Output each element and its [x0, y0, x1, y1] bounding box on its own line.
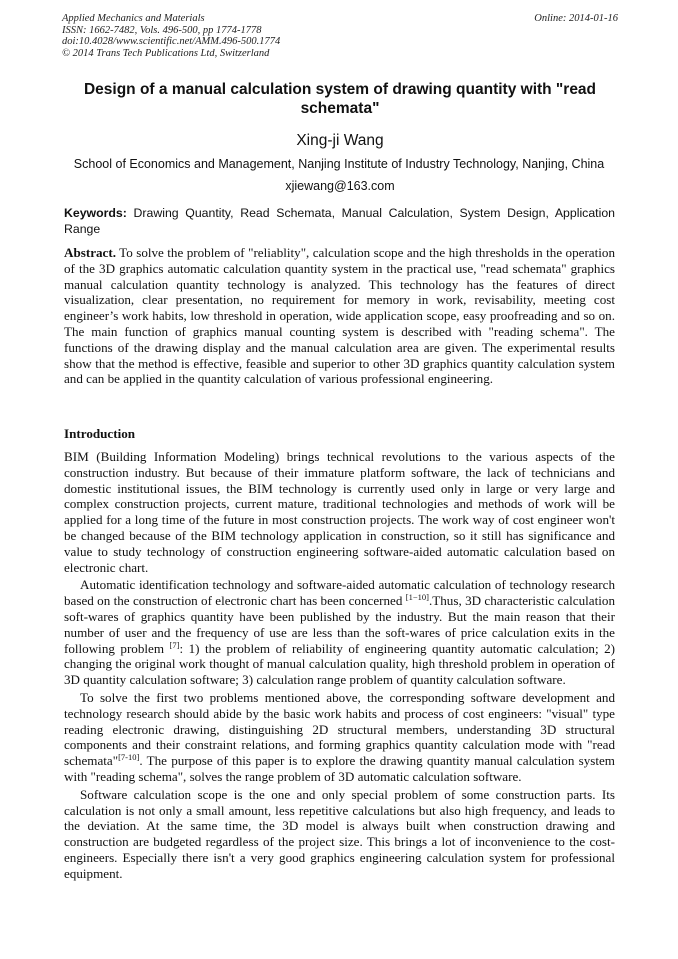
doi-line: doi:10.4028/www.scientific.net/AMM.496-500.1774: [62, 36, 281, 48]
paragraph-text: .Thus, 3D characteristic calculation soft-wares of graphics quantity have been published by the industry. But the main reason that their number of user and the frequency of use are less than the soft-wares of price calculation exits in the following problem: [64, 593, 615, 656]
online-date: Online: 2014-01-16: [534, 13, 618, 24]
section-heading-introduction: Introduction: [64, 426, 136, 441]
paragraph-text: Automatic identification technology and software-aided automatic calculation of technology research based on the construction of electronic chart has been concerned: [64, 577, 615, 609]
paragraph-text: : 1) the problem of reliability of engineering quantity automatic calculation; 2) changing the original work thought of manual calculation quality, high threshold problem in operation of 3D quantity calculation software; 3) calculation range problem of quantity calculation software.: [64, 640, 615, 688]
issn-line: ISSN: 1662-7482, Vols. 496-500, pp 1774-1778: [62, 24, 262, 36]
paragraph: BIM (Building Information Modeling) brings technical revolutions to the various aspects of the construction industry. But because of their immature platform software, the lack of technicians and domestic institutional issues, the BIM technology is currently used only in large or very large and complex construction projects, current mature, traditional technologies and methods of work will be applied for a long time of the future in most construction projects. The work way of cost engineer won't be changed because of the BIM technology application in construction, so it still has significance and value to study technology of construction engineering software-aided automatic calculation based on electronic chart.: [64, 449, 615, 575]
journal-header: [62, 13, 618, 59]
author-affiliation: School of Economics and Management, Nanjing Institute of Industry Technology, Nanjing, China: [73, 157, 605, 171]
abstract: [64, 245, 615, 387]
abstract-label: Abstract.: [64, 245, 116, 260]
paper-title: Design of a manual calculation system of drawing quantity with "read schemata": [83, 81, 597, 117]
keywords-text: Drawing Quantity, Read Schemata, Manual Calculation, System Design, Application Range: [64, 206, 615, 236]
paragraph: [64, 690, 615, 785]
citation: [7-10]: [118, 752, 140, 763]
paragraph: [64, 577, 615, 688]
paragraph-text: To solve the first two problems mentioned above, the corresponding software development and technology research should abide by the basic work habits and process of cost engineers: "visual" type reading electronic drawing, distinguishing 2D structural members, understanding 3D structural components and their constraint relations, and forming graphics quantity calculation mode with "read schemata": [64, 689, 615, 769]
citation: [7]: [169, 639, 180, 650]
copyright-line: © 2014 Trans Tech Publications Ltd, Switzerland: [62, 47, 270, 59]
paragraph-text: . The purpose of this paper is to explore the drawing quantity manual calculation system with "reading schema", solves the range problem of 3D automatic calculation software.: [64, 753, 615, 784]
journal-name: Applied Mechanics and Materials: [62, 13, 205, 24]
abstract-text: To solve the problem of "reliablity", calculation scope and the high thresholds in the operation of the 3D graphics automatic calculation quantity system in the practical use, "read schemata" graphics manual calculation quantity technology is analyzed. This technology has the features of direct visualization, clear presentation, no requirement for memory in work, revisability, meeting cost engineer’s work habits, low threshold in operation, wide application scope, easy proofreading and so on. The main function of graphics manual counting system is described with "reading schema". The functions of the drawing display and the manual calculation area are given. The experimental results show that the method is effective, feasible and superior to other 3D graphics quantity calculation system and can be applied in the quantity calculation of various professional engineering.: [64, 245, 615, 387]
citation: [1−10]: [405, 592, 429, 603]
paragraph: Software calculation scope is the one and only special problem of some construction parts. Its calculation is not only a small amount, less repetitive calculations but also high frequency, and leads to the deviation. At the same time, the 3D model is always built when construction drawing and construction are budgeted regardless of the project size. This brings a lot of inconvenience to the cost-engineers. Especially there isn't a very good graphics engineering calculation system for professional equipment.: [64, 786, 615, 881]
author-name: Xing-ji Wang: [296, 132, 384, 149]
keywords-label: Keywords:: [64, 206, 127, 220]
keywords: [64, 206, 615, 237]
author-email: xjiewang@163.com: [285, 179, 395, 193]
introduction-body: [64, 449, 615, 884]
